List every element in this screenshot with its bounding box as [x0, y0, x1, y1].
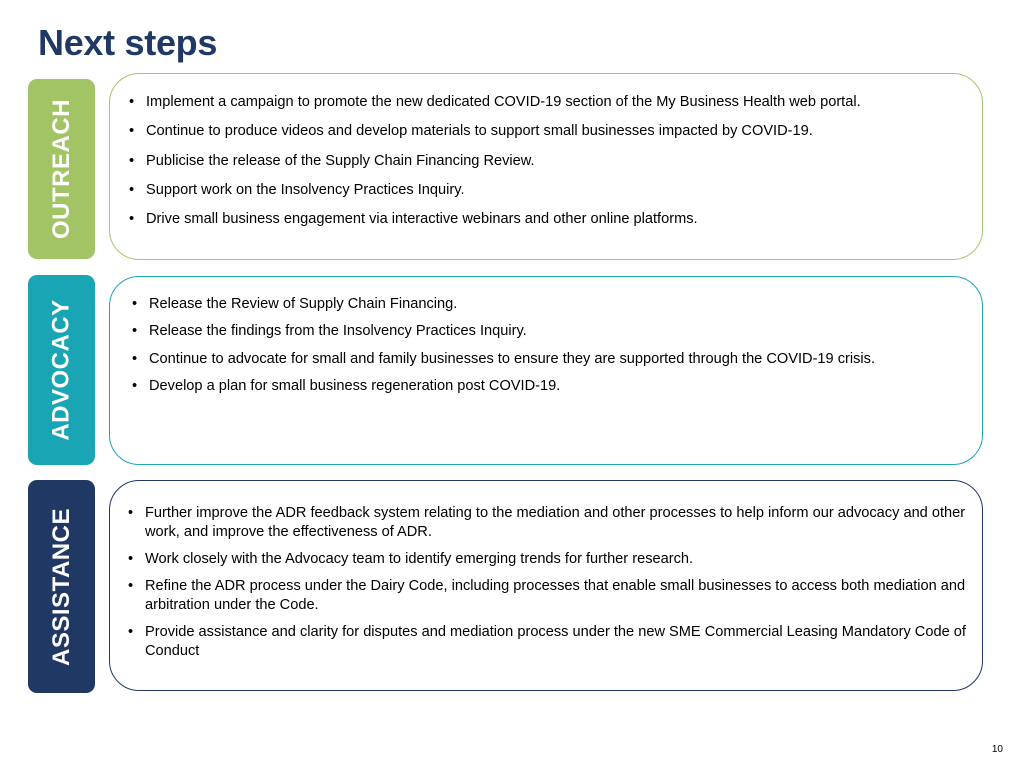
section-box-outreach [109, 73, 983, 260]
section-tab-assistance [28, 480, 95, 693]
section-label-outreach: OUTREACH [47, 99, 75, 239]
section-box-advocacy [109, 276, 983, 465]
bullet-list-advocacy [132, 295, 962, 404]
bullet-icon: • [132, 377, 138, 394]
section-tab-outreach [28, 79, 95, 259]
section-box-assistance [109, 480, 983, 691]
list-item: • Refine the ADR process under the Dairy Code, including processes that enable small businesses to access both mediation and arbitration under the Code. [128, 578, 966, 613]
bullet-icon: • [129, 94, 135, 110]
bullet-icon: • [129, 181, 135, 198]
list-item: • Support work on the Insolvency Practices Inquiry. [129, 181, 465, 198]
page-title: Next steps [38, 22, 218, 63]
list-item: • Continue to produce videos and develop materials to support small businesses impacted by COVID-19. [129, 123, 813, 140]
list-item: • Develop a plan for small business regeneration post COVID-19. [132, 377, 561, 394]
bullet-list-assistance [128, 504, 968, 669]
list-item: • Provide assistance and clarity for disputes and mediation process under the new SME Commercial Leasing Mandatory Code of Conduct [128, 624, 966, 659]
bullet-icon: • [132, 296, 138, 312]
list-item: • Continue to advocate for small and family businesses to ensure they are supported through the COVID-19 crisis. [132, 350, 876, 367]
bullet-icon: • [128, 551, 134, 567]
list-item: • Drive small business engagement via interactive webinars and other online platforms. [129, 211, 698, 228]
list-item: • Implement a campaign to promote the new dedicated COVID-19 section of the My Business Health web portal. [129, 94, 861, 110]
list-item: • Work closely with the Advocacy team to identify emerging trends for further research. [128, 551, 694, 567]
list-item: • Publicise the release of the Supply Chain Financing Review. [129, 152, 535, 169]
section-label-advocacy: ADVOCACY [47, 299, 75, 441]
bullet-icon: • [129, 211, 135, 228]
page-number: 10 [991, 744, 1003, 755]
bullet-icon: • [128, 578, 134, 594]
bullet-icon: • [128, 505, 134, 521]
bullet-icon: • [129, 123, 135, 140]
bullet-icon: • [132, 350, 138, 367]
list-item: • Release the findings from the Insolvency Practices Inquiry. [132, 323, 527, 340]
bullet-icon: • [128, 624, 134, 640]
bullet-list-outreach [129, 93, 962, 239]
section-label-assistance: ASSISTANCE [47, 507, 75, 666]
list-item: • Release the Review of Supply Chain Financing. [132, 296, 458, 312]
section-tab-advocacy [28, 275, 95, 465]
bullet-icon: • [129, 152, 135, 169]
bullet-icon: • [132, 323, 138, 340]
list-item: • Further improve the ADR feedback system relating to the mediation and other processes to help inform our advocacy and other work, and improve the effectiveness of ADR. [128, 505, 966, 540]
